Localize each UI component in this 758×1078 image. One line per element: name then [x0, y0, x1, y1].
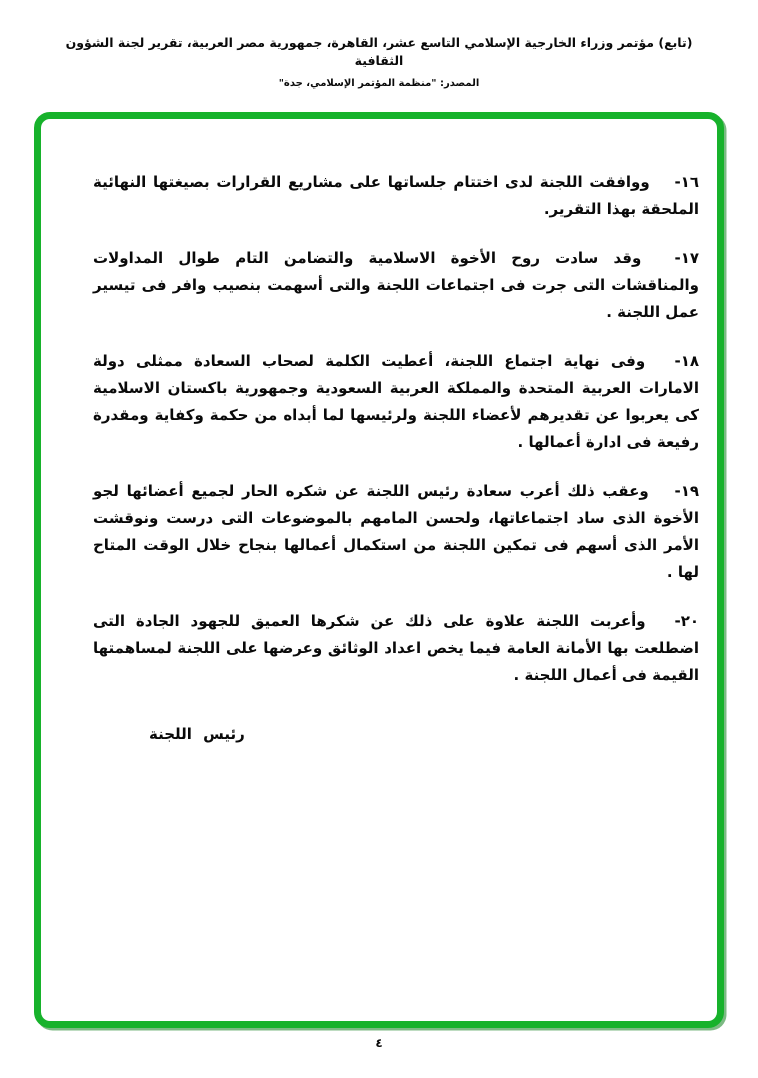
- paragraph-20: [93, 608, 699, 689]
- signature-line: رئيس اللجنة: [149, 725, 245, 743]
- paragraph-17-text: وقد سادت روح الأخوة الاسلامية والتضامن التام طوال المداولات والمناقشات التى جرت فى اجتماعات اللجنة والتى أسهمت بنصيب وافر فى تيسير عمل اللجنة .: [93, 249, 699, 321]
- page-number: ٤: [375, 1036, 383, 1050]
- paragraph-16: [93, 169, 699, 223]
- paragraph-20-text: وأعربت اللجنة علاوة على ذلك عن شكرها العميق للجهود الجادة التى اضطلعت بها الأمانة العامة فيما يخص اعداد الوثائق وعرضها على اللجنة لمساهمتها القيمة فى أعمال اللجنة .: [93, 612, 699, 684]
- document-header: [0, 0, 758, 89]
- paragraph-17: [93, 245, 699, 326]
- paragraph-16-text: ووافقت اللجنة لدى اختتام جلساتها على مشاريع القرارات بصيغتها النهائية الملحقة بهذا التقرير.: [93, 173, 699, 218]
- paragraph-19-text: وعقب ذلك أعرب سعادة رئيس اللجنة عن شكره الحار لجميع أعضائها لجو الأخوة الذى ساد اجتماعاتها، ولحسن المامهم بالموضوعات التى درست ونوقشت الأمر الذى أسهم فى تمكين اللجنة من استكمال أعمالها بنجاح خلال الوقت المتاح لها .: [93, 482, 699, 581]
- paragraph-19-number: ١٩-: [674, 482, 699, 500]
- paragraph-18: [93, 348, 699, 456]
- paragraph-19: [93, 478, 699, 586]
- paragraph-20-number: ٢٠-: [674, 612, 699, 630]
- document-body: [41, 119, 717, 748]
- paragraph-18-text: وفى نهاية اجتماع اللجنة، أعطيت الكلمة لصحاب السعادة ممثلى دولة الامارات العربية المتحدة والمملكة العربية السعودية وجمهورية باكستان الاسلامية كى يعربوا عن تقديرهم لأعضاء اللجنة ولرئيسها لما أبداه من حكمة وكفاية ومقدرة رفيعة فى ادارة أعمالها .: [93, 352, 699, 451]
- paragraph-17-number: ١٧-: [674, 249, 699, 267]
- document-header-title: (تابع) مؤتمر وزراء الخارجية الإسلامي التاسع عشر، القاهرة، جمهورية مصر العربية، تقرير لجنة الشؤون الثقافية: [65, 35, 693, 68]
- paragraph-18-number: ١٨-: [674, 352, 699, 370]
- green-border-frame: [34, 112, 724, 1028]
- paragraph-16-number: ١٦-: [674, 173, 699, 191]
- document-header-source: المصدر: "منظمة المؤتمر الإسلامي، جدة": [278, 78, 480, 89]
